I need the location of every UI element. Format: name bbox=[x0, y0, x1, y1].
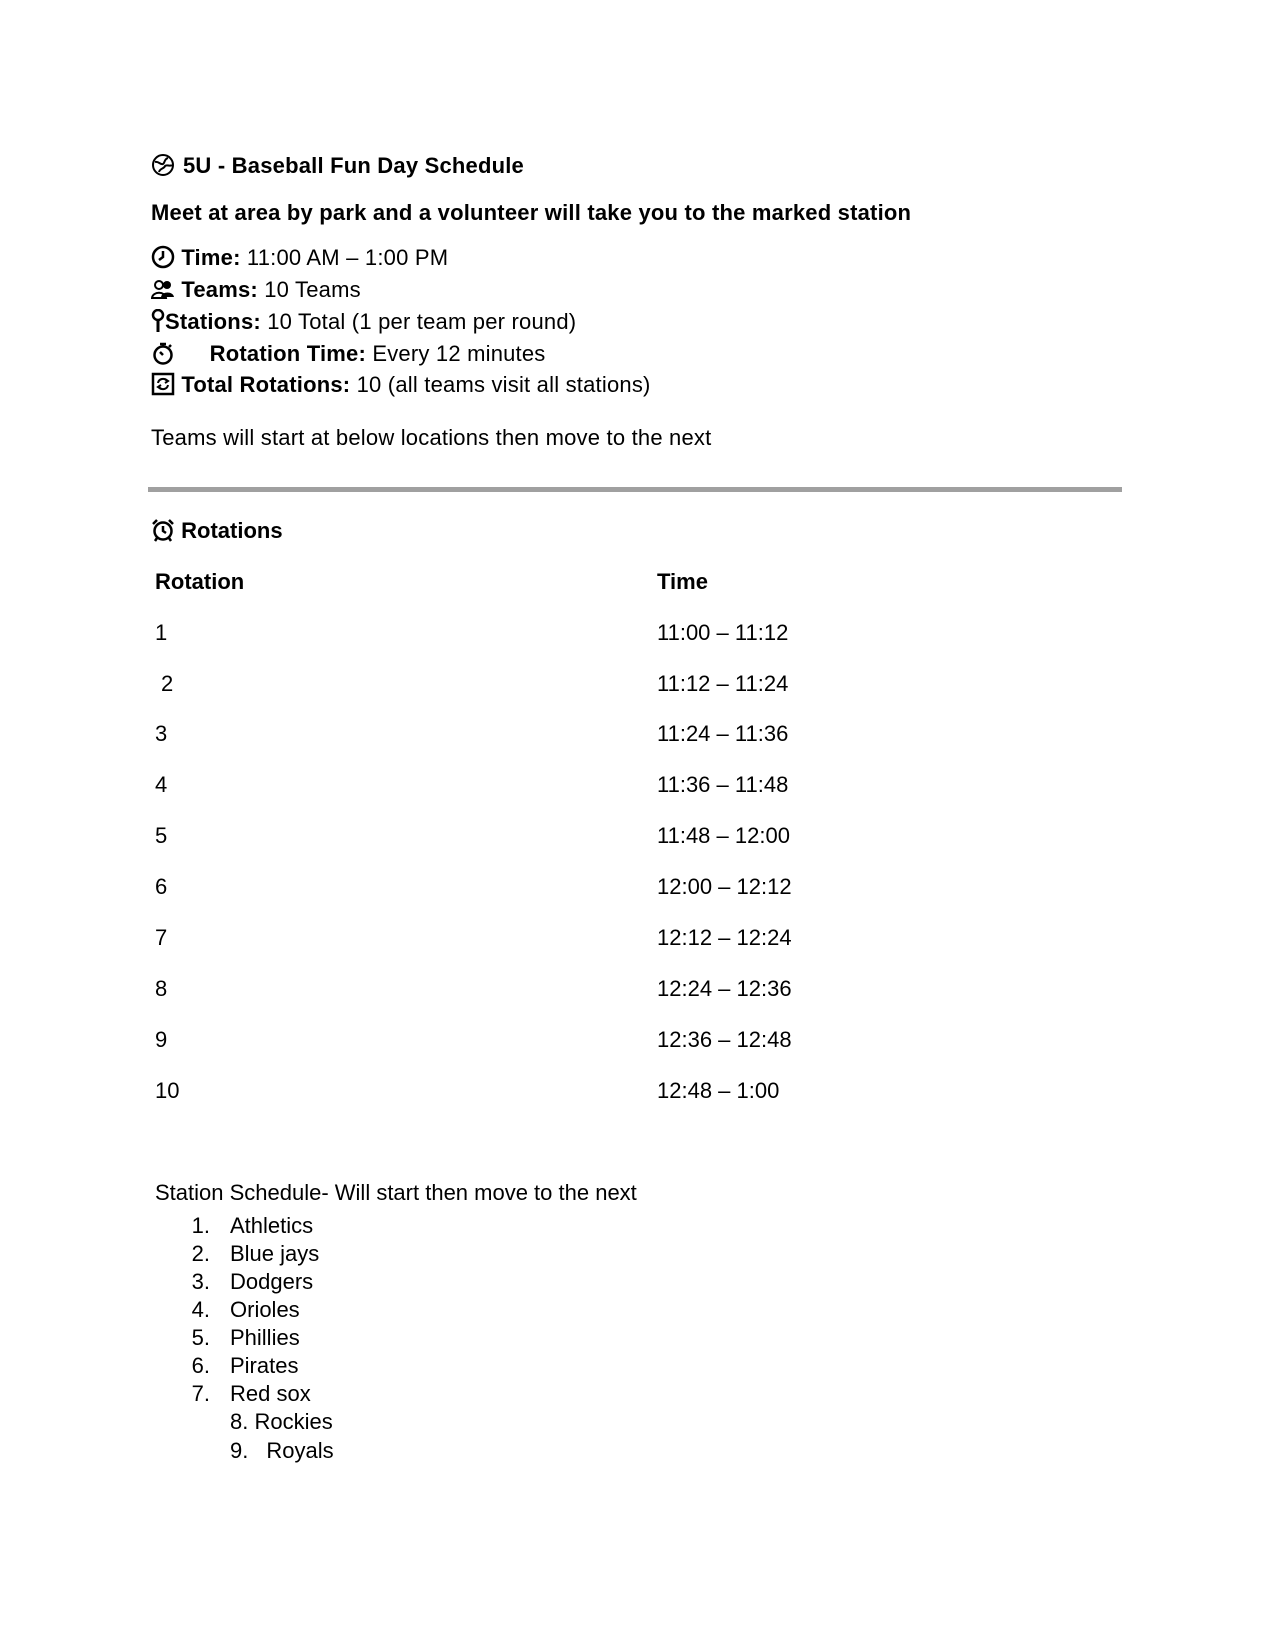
time-cell: 11:24 – 11:36 bbox=[657, 721, 789, 746]
team-name: Rockies bbox=[254, 1409, 333, 1434]
time-cell: 12:12 – 12:24 bbox=[657, 925, 792, 950]
team-name: Orioles bbox=[230, 1297, 300, 1322]
list-item bbox=[174, 1269, 313, 1295]
time-value: 11:00 AM – 1:00 PM bbox=[246, 245, 449, 270]
team-name: Blue jays bbox=[230, 1241, 320, 1266]
list-item bbox=[174, 1325, 300, 1351]
list-number: 2. bbox=[191, 1241, 210, 1266]
rotations-heading-text: Rotations bbox=[181, 518, 283, 543]
horizontal-divider bbox=[148, 487, 1122, 492]
repeat-icon bbox=[151, 372, 175, 396]
list-item bbox=[174, 1381, 311, 1407]
rotation-cell: 5 bbox=[155, 823, 168, 848]
list-item bbox=[174, 1297, 300, 1323]
people-icon bbox=[151, 277, 175, 301]
team-name: Phillies bbox=[230, 1325, 300, 1350]
list-item bbox=[230, 1438, 334, 1464]
list-number: 9. bbox=[230, 1438, 249, 1463]
time-cell: 11:00 – 11:12 bbox=[657, 620, 789, 645]
list-number: 8. bbox=[230, 1409, 249, 1434]
rotation-cell: 10 bbox=[155, 1078, 180, 1103]
rotation-cell: 4 bbox=[155, 772, 168, 797]
rotation-cell: 2 bbox=[161, 671, 174, 696]
rotation-cell: 7 bbox=[155, 925, 168, 950]
teams-label: Teams: bbox=[181, 277, 258, 302]
time-cell: 12:48 – 1:00 bbox=[657, 1078, 780, 1103]
teams-value: 10 Teams bbox=[264, 277, 361, 302]
list-number: 1. bbox=[191, 1213, 210, 1238]
rotation-cell: 6 bbox=[155, 874, 168, 899]
team-name: Pirates bbox=[230, 1353, 299, 1378]
list-item bbox=[230, 1409, 333, 1435]
time-cell: 11:12 – 11:24 bbox=[657, 671, 789, 696]
info-rotation-time bbox=[151, 341, 546, 367]
title-text: 5U - Baseball Fun Day Schedule bbox=[183, 153, 524, 178]
list-item bbox=[174, 1241, 319, 1267]
intro-note: Teams will start at below locations then move to the next bbox=[151, 425, 712, 450]
stations-label: Stations: bbox=[165, 309, 261, 334]
rotation-time-label: Rotation Time: bbox=[209, 341, 367, 366]
time-cell: 12:24 – 12:36 bbox=[657, 976, 792, 1001]
pin-icon bbox=[151, 309, 165, 333]
total-rotations-label: Total Rotations: bbox=[181, 372, 351, 397]
team-name: Dodgers bbox=[230, 1269, 314, 1294]
globe-icon bbox=[151, 153, 175, 177]
info-stations bbox=[151, 309, 576, 335]
rotation-cell: 9 bbox=[155, 1027, 168, 1052]
team-name: Royals bbox=[266, 1438, 334, 1463]
team-name: Athletics bbox=[230, 1213, 314, 1238]
rotation-cell: 1 bbox=[155, 620, 168, 645]
time-cell: 11:36 – 11:48 bbox=[657, 772, 789, 797]
page-title bbox=[151, 153, 524, 179]
list-number: 4. bbox=[191, 1297, 210, 1322]
list-number: 6. bbox=[191, 1353, 210, 1378]
list-item bbox=[174, 1213, 313, 1239]
clock-icon bbox=[151, 245, 175, 269]
info-time bbox=[151, 245, 448, 271]
time-cell: 12:36 – 12:48 bbox=[657, 1027, 792, 1052]
alarm-clock-icon bbox=[151, 518, 175, 542]
list-number: 7. bbox=[191, 1381, 210, 1406]
rotation-time-value: Every 12 minutes bbox=[372, 341, 546, 366]
rotation-cell: 8 bbox=[155, 976, 168, 1001]
subtitle: Meet at area by park and a volunteer will take you to the marked station bbox=[151, 200, 912, 225]
stations-value: 10 Total (1 per team per round) bbox=[267, 309, 577, 334]
rotation-cell: 3 bbox=[155, 721, 168, 746]
column-header-time: Time bbox=[657, 569, 708, 594]
stopwatch-icon bbox=[151, 341, 175, 365]
station-schedule-heading: Station Schedule- Will start then move to the next bbox=[155, 1180, 637, 1205]
info-teams bbox=[151, 277, 361, 303]
list-number: 3. bbox=[191, 1269, 210, 1294]
list-item bbox=[174, 1353, 298, 1379]
info-total-rotations bbox=[151, 372, 651, 398]
list-number: 5. bbox=[191, 1325, 210, 1350]
column-header-rotation: Rotation bbox=[155, 569, 245, 594]
time-cell: 12:00 – 12:12 bbox=[657, 874, 792, 899]
rotations-heading bbox=[151, 518, 283, 544]
team-name: Red sox bbox=[230, 1381, 311, 1406]
time-cell: 11:48 – 12:00 bbox=[657, 823, 790, 848]
total-rotations-value: 10 (all teams visit all stations) bbox=[356, 372, 651, 397]
time-label: Time: bbox=[181, 245, 241, 270]
